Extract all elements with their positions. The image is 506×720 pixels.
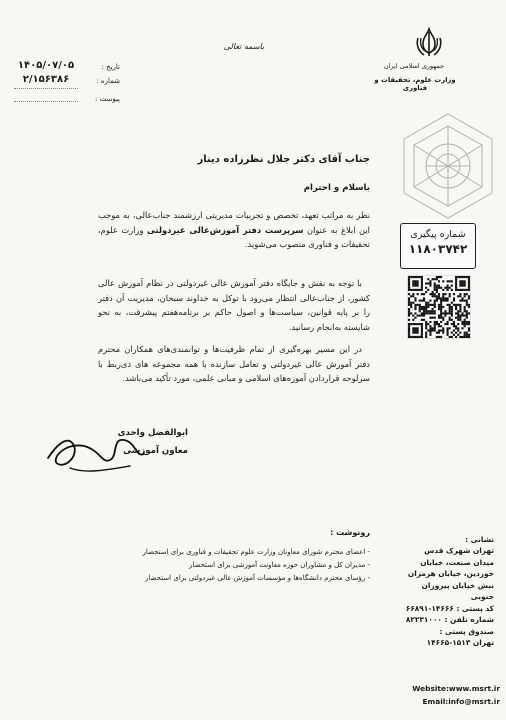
tracking-value: ۱۱۸۰۳۷۴۲ <box>408 242 468 256</box>
ministry-name-line2: وزارت علوم، تحقیقات و فناوری <box>374 76 456 93</box>
number-underline <box>14 88 78 89</box>
ministry-name-line1: جمهوری اسلامی ایران <box>383 62 445 70</box>
basmala-text: باسمه تعالی <box>223 42 265 51</box>
signer-name: ابوالفضل واحدی <box>117 428 188 438</box>
date-value: ۱۴۰۵/۰۷/۰۵ <box>17 60 75 71</box>
paragraph-1-end: وزارت علوم، تحقیقات و فناوری منصوب می‌شوید. <box>98 224 370 250</box>
footer-address-block <box>398 534 494 649</box>
greeting-text: باسلام و احترام <box>303 183 370 193</box>
paragraph-1 <box>98 208 370 252</box>
qr-code <box>407 275 471 339</box>
number-label: شماره : <box>96 77 120 85</box>
signer-title: معاون آموزشی <box>123 446 188 456</box>
number-value: ۲/۱۵۶۳۸۶ <box>22 74 70 85</box>
paragraph-3: در این مسیر بهره‌گیری از تمام ظرفیت‌ها و توانمندی‌های همکاران محترم دفتر آموزش عالی غیردولتی و تعامل سازنده با همه مجموعه های ذی‌ربط با سرلوحه قراردادن آموزه‌های اسلامی و مبانی علمی، مورد تأکید می‌باشد. <box>98 344 370 384</box>
paragraph-1-bold: سرپرست دفتر آموزش‌عالی غیردولتی <box>147 224 304 235</box>
attachment-label: پیوست : <box>95 95 120 103</box>
pobox-value: تهران ۱۵۱۳-۱۴۶۶۵ <box>426 638 494 648</box>
website-link[interactable]: Website:www.msrt.ir <box>412 684 500 693</box>
islamic-ornament-icon <box>400 112 496 220</box>
copy-item: - اعضای محترم شورای معاونان وزارت علوم تحقیقات و فناوری برای استحضار <box>142 548 370 556</box>
phone-number: شماره تلفن : ۸۲۲۳۱۰۰۰ <box>405 615 494 625</box>
copies-list <box>98 546 370 585</box>
tracking-label: شماره پیگیری <box>410 229 466 240</box>
date-label: تاریخ : <box>101 63 120 71</box>
copy-item: - مدیران کل و مشاوران حوزه معاونت آموزشی برای استحضار <box>189 560 370 569</box>
address-line: خوردین، خیابان هرمزان <box>407 569 494 579</box>
email-link[interactable]: Email:info@msrt.ir <box>422 697 500 706</box>
paragraph-2: با توجه به نقش و جایگاه دفتر آموزش عالی غیردولتی در نظام آموزش عالی کشور، از جناب‌عالی انتظار می‌رود با توکل به خداوند سبحان، مدیریت آن دفتر را بر پایه قوانین، سیاست‌ها و اصول حاکم بر برنامه‌هفتم پیشرفت، به نحو شایسته به‌انجام رسانید. <box>98 278 370 332</box>
signature-scribble-icon <box>40 420 150 480</box>
postal-code: کد پستی : ۱۴۶۶۶-۶۶۸۹۱ <box>405 603 494 613</box>
iran-emblem-icon <box>412 26 446 60</box>
pobox-label: صندوق پستی : <box>439 626 494 636</box>
address-line: میدان صنعت، خیابان <box>420 557 494 567</box>
address-line: تهران شهرک قدس <box>424 546 494 556</box>
tracking-number-box <box>400 223 476 269</box>
attachment-underline <box>14 101 78 102</box>
paragraph-1-start: نظر به مراتب تعهد، تخصص و تجربیات مدیریتی ارزشمند جناب‌عالی، به موجب این ابلاغ به عنوان <box>98 210 370 235</box>
recipient-name: جناب آقای دکتر جلال نظرزاده دینار <box>197 154 370 165</box>
copy-item: - رؤسای محترم دانشگاه‌ها و مؤسسات آموزش عالی غیردولتی برای استحضار <box>145 573 370 582</box>
address-line: نبش خیابان پیروزان جنوبی <box>421 580 494 602</box>
copies-label: رونوشت : <box>330 528 370 537</box>
address-label: نشانی : <box>465 535 494 544</box>
